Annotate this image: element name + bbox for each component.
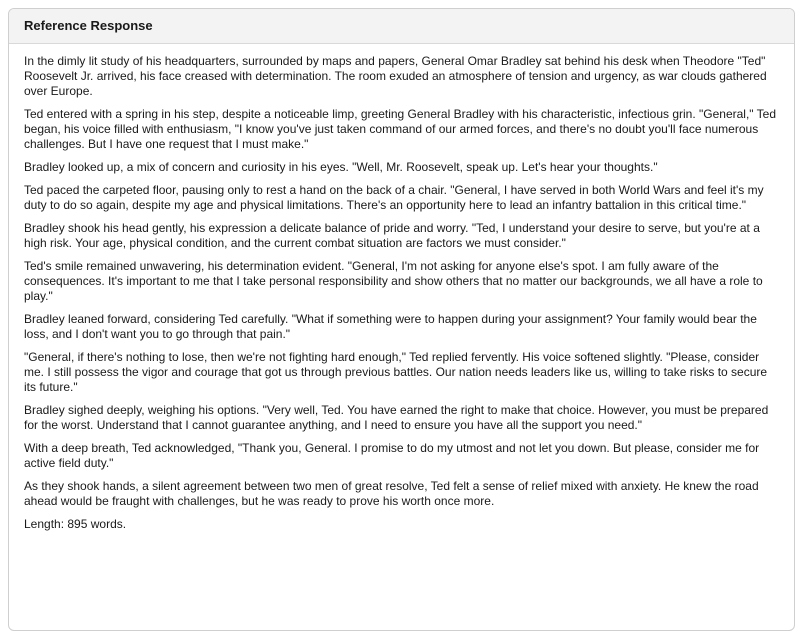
panel-title: Reference Response — [24, 18, 153, 33]
paragraph: Bradley looked up, a mix of concern and curiosity in his eyes. "Well, Mr. Roosevelt, speak up. Let's hear your thoughts." — [24, 160, 658, 174]
paragraph: As they shook hands, a silent agreement between two men of great resolve, Ted felt a sense of relief mixed with anxiety. He knew the road ahead would be fraught with challenges, but he was ready to prove his worth once more. — [24, 479, 759, 508]
paragraph: In the dimly lit study of his headquarters, surrounded by maps and papers, General Omar Bradley sat behind his desk when Theodore "Ted" Roosevelt Jr. arrived, his face creased with determination. The room exuded an atmosphere of tension and urgency, as war clouds gathered over Europe. — [24, 54, 767, 98]
paragraph: With a deep breath, Ted acknowledged, "Thank you, General. I promise to do my utmost and not let you down. But please, consider me for active field duty." — [24, 441, 760, 470]
panel-header — [9, 9, 794, 44]
paragraph: Bradley shook his head gently, his expression a delicate balance of pride and worry. "Ted, I understand your desire to serve, but you're at a high risk. Your age, physical condition, and the current combat situation are factors we must consider." — [24, 221, 760, 250]
reference-response-panel — [8, 8, 795, 631]
paragraph: "General, if there's nothing to lose, then we're not fighting hard enough," Ted replied fervently. His voice softened slightly. "Please, consider me. I still possess the vigor and courage that got us through previous battles. Our nation needs leaders like us, willing to take risks to secure its future." — [24, 350, 768, 394]
paragraph: Ted's smile remained unwavering, his determination evident. "General, I'm not asking for anyone else's spot. I am fully aware of the consequences. It's important to me that I take personal responsibility and show others that no matter our backgrounds, we all have a role to play." — [24, 259, 763, 303]
paragraph: Bradley leaned forward, considering Ted carefully. "What if something were to happen during your assignment? Your family would bear the loss, and I don't want you to go through that pain." — [24, 312, 757, 341]
paragraph: Bradley sighed deeply, weighing his options. "Very well, Ted. You have earned the right to make that choice. However, you must be prepared for the worst. Understand that I cannot guarantee anything, and I need to ensure you have all the support you need." — [24, 403, 769, 432]
length-note: Length: 895 words. — [24, 517, 127, 531]
paragraph: Ted paced the carpeted floor, pausing only to rest a hand on the back of a chair. "General, I have served in both World Wars and feel it's my duty to do so again, despite my age and physical limitations. There's an opportunity here to lead an infantry battalion in this critical time." — [24, 183, 764, 212]
response-body — [9, 44, 794, 532]
paragraph: Ted entered with a spring in his step, despite a noticeable limp, greeting General Bradley with his characteristic, infectious grin. "General," Ted began, his voice filled with enthusiasm, "I know you've just taken command of our armed forces, and there's no doubt you'll face numerous challenges. But I have one request that I must make." — [24, 107, 777, 151]
